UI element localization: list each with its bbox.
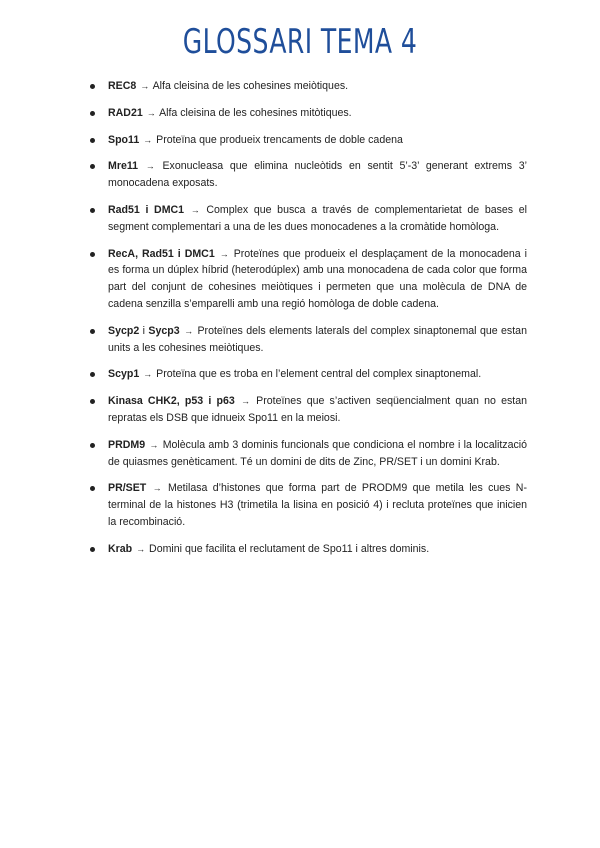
glossary-definition: Alfa cleisina de les cohesines meiòtiques.	[152, 80, 349, 92]
glossary-definition: Molècula amb 3 dominis funcionals que condiciona el nombre i la localització de quiasmes genèticament. Té un domini de dits de Zinc, PR/SET i un domini Krab.	[108, 438, 528, 468]
glossary-term: Krab	[108, 542, 133, 555]
arrow-icon: →	[143, 369, 153, 380]
arrow-icon: →	[152, 483, 162, 494]
glossary-term: RecA, Rad51 i DMC1	[108, 247, 215, 260]
glossary-definition: Proteïnes que produeix el desplaçament de la monocadena i es forma un dúplex híbrid (heterodúplex) amb una monocadena de cada color que forma part del conjunt de cohesines meiòtiques i permeten que una molècula de DNA de cadena senzilla s’emparelli amb una regió homòloga de doble cadena.	[108, 247, 527, 310]
glossary-item	[90, 393, 527, 427]
arrow-icon: →	[219, 248, 229, 259]
arrow-icon: →	[149, 439, 159, 450]
arrow-icon: →	[146, 107, 156, 118]
glossary-item	[90, 437, 527, 471]
glossary-term: Mre11	[108, 160, 139, 173]
glossary-term: Spo11	[108, 133, 140, 146]
glossary-item	[90, 480, 527, 530]
glossary-definition: Domini que facilita el reclutament de Spo11 i altres dominis.	[149, 542, 430, 555]
glossary-item	[90, 202, 527, 236]
glossary-term: PRDM9	[108, 438, 146, 451]
glossary-term: PR/SET	[108, 482, 147, 495]
glossary-item	[90, 105, 527, 122]
arrow-icon: →	[240, 396, 250, 407]
glossary-term: Kinasa CHK2, p53 i p63	[108, 395, 235, 408]
arrow-icon: →	[145, 161, 155, 172]
glossary-term: RAD21	[108, 106, 143, 119]
glossary-definition: Metilasa d’histones que forma part de PRODM9 que metila les cues N-terminal de la histones H3 (trimetila la lisina en posició 4) i recluta proteïnes que inicien la recombinació.	[108, 482, 527, 528]
glossary-item	[90, 246, 527, 313]
glossary-definition: Proteïna que es troba en l’element central del complex sinaptonemal.	[156, 368, 482, 381]
glossary-definition: Complex que busca a través de complementarietat de bases el segment complementari a una de les dues monocadenes a la cromàtide homòloga.	[108, 203, 527, 233]
glossary-definition: Proteïna que produeix trencaments de doble cadena	[156, 133, 403, 146]
arrow-icon: →	[184, 325, 194, 336]
glossary-term: Scyp1	[108, 368, 140, 381]
arrow-icon: →	[190, 204, 200, 215]
glossary-term: Sycp3	[148, 324, 180, 337]
glossary-item	[90, 541, 527, 558]
glossary-item	[90, 78, 527, 95]
glossary-conjunction: i	[142, 324, 145, 337]
glossary-item	[90, 323, 527, 357]
glossary-item	[90, 366, 527, 383]
glossary-term: Sycp2	[108, 324, 140, 337]
glossary-term: REC8	[108, 80, 137, 92]
glossary-item	[90, 158, 527, 192]
arrow-icon: →	[143, 134, 153, 145]
glossary-item	[90, 132, 527, 149]
glossary-term: Rad51 i DMC1	[108, 203, 185, 216]
glossary-definition: Proteïnes que s’activen seqüencialment quan no estan repratas els DSB que idnueix Spo11 en la meiosi.	[108, 395, 527, 424]
arrow-icon: →	[136, 543, 146, 554]
glossary-list	[90, 78, 527, 568]
glossary-definition: Proteïnes dels elements laterals del complex sinaptonemal que estan units a les cohesines meiòtiques.	[108, 324, 527, 354]
arrow-icon: →	[140, 81, 150, 91]
page-title: GLOSSARI TEMA 4	[182, 22, 418, 62]
glossary-definition: Exonucleasa que elimina nucleòtids en sentit 5’-3’ generant extrems 3’ monocadena exposats.	[108, 160, 527, 190]
glossary-definition: Alfa cleisina de les cohesines mitòtiques.	[159, 106, 352, 119]
